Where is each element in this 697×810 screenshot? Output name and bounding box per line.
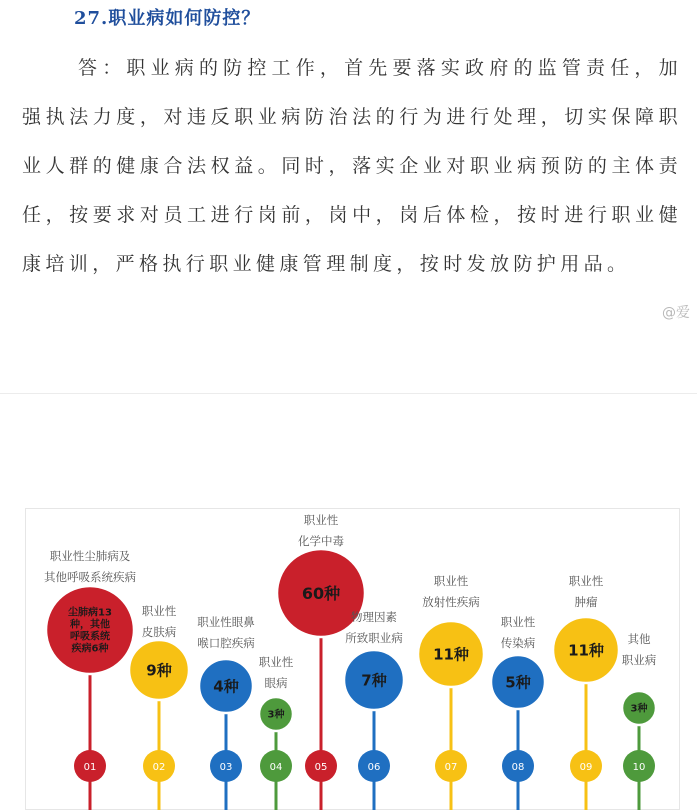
item-number: 07	[444, 762, 458, 773]
category-label: 化学中毒	[298, 534, 344, 548]
category-label: 职业性	[303, 513, 339, 527]
occupational-disease-infographic	[25, 508, 680, 810]
category-label: 职业性	[433, 574, 469, 588]
question-heading: 27.职业病如何防控？	[74, 8, 261, 29]
item-number: 04	[269, 762, 283, 773]
category-label: 职业性	[568, 574, 604, 588]
disease-count: 5种	[505, 673, 531, 692]
category-label: 眼病	[264, 676, 288, 690]
disease-count: 呼吸系统	[70, 631, 110, 643]
category-label: 传染病	[500, 636, 536, 650]
disease-count: 7种	[361, 671, 387, 690]
disease-count: 9种	[146, 661, 172, 680]
section-divider	[0, 393, 697, 394]
disease-count: 种，其他	[70, 619, 110, 631]
infographic-svg	[26, 509, 681, 810]
category-label: 喉口腔疾病	[197, 636, 255, 650]
category-label: 职业性	[141, 604, 177, 618]
category-label: 皮肤病	[141, 625, 177, 639]
category-label: 所致职业病	[345, 631, 403, 645]
category-label: 职业性	[500, 615, 536, 629]
category-label: 肿瘤	[574, 595, 598, 609]
item-number: 10	[632, 762, 646, 773]
disease-count: 疾病6种	[71, 643, 109, 655]
disease-count: 3种	[630, 703, 648, 715]
category-label: 其他呼吸系统疾病	[44, 570, 136, 584]
disease-count: 60种	[301, 583, 341, 603]
watermark: @爱	[662, 305, 690, 321]
disease-count: 11种	[433, 645, 469, 664]
category-label: 其他	[627, 632, 651, 646]
category-label: 职业性眼鼻	[197, 615, 255, 629]
category-label: 职业病	[621, 653, 657, 667]
item-number: 08	[511, 762, 525, 773]
item-number: 03	[219, 762, 233, 773]
item-number: 09	[579, 762, 593, 773]
item-number: 06	[367, 762, 381, 773]
answer-paragraph: 答：职业病的防控工作，首先要落实政府的监管责任，加强执法力度，对违反职业病防治法的行为进行处理，切实保障职业人群的健康合法权益。同时，落实企业对职业病预防的主体责任，按要求对员工进行岗前，岗中，岗后体检，按时进行职业健康培训，严格执行职业健康管理制度，按时发放防护用品。	[22, 57, 682, 275]
disease-count: 4种	[213, 677, 239, 696]
disease-count: 尘肺病13	[68, 607, 112, 619]
disease-count: 3种	[267, 709, 285, 721]
category-label: 放射性疾病	[422, 595, 480, 609]
item-number: 01	[83, 762, 97, 773]
category-label: 职业性尘肺病及	[49, 549, 131, 563]
category-label: 物理因素	[351, 610, 397, 624]
item-number: 05	[314, 762, 328, 773]
category-label: 职业性	[258, 655, 294, 669]
disease-count: 11种	[568, 641, 604, 660]
item-number: 02	[152, 762, 166, 773]
